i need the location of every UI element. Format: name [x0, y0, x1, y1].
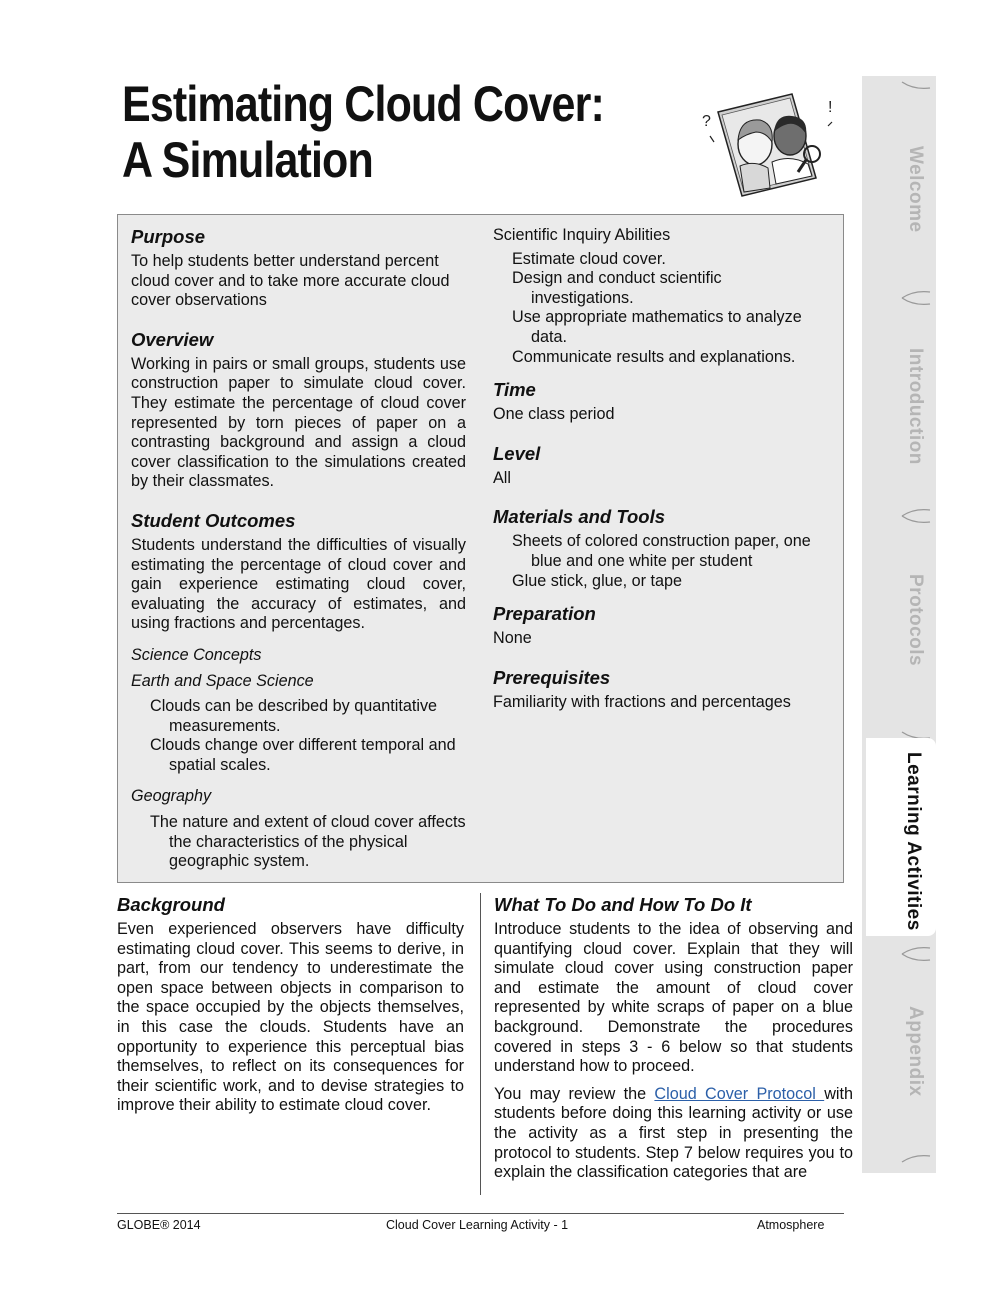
tab-introduction[interactable] [878, 348, 952, 470]
science-concepts-label: Science Concepts [131, 645, 262, 664]
preparation-text: None [493, 629, 532, 648]
what-to-do-paragraph-2 [494, 1085, 853, 1183]
tab-protocols-label: Protocols [905, 574, 926, 667]
summary-left-column [131, 226, 466, 872]
background-section [117, 894, 464, 1116]
what-to-do-paragraph-1: Introduce students to the idea of observing and quantifying cloud cover. Explain that they will simulate cloud cover using construction paper and estimate the amount of cloud cover represented by white scraps of paper on a blue background. Demonstrate the procedures covered in steps 3 - 6 below so that students understand how to proceed. [494, 920, 853, 1076]
inquiry-heading: Scientific Inquiry Abilities [493, 226, 671, 244]
time-text: One class period [493, 405, 615, 424]
purpose-text: To help students better understand percent cloud cover and to take more accurate cloud cover observations [131, 252, 450, 310]
tab-learning-activities-label: Learning Activities [903, 752, 924, 931]
overview-text: Working in pairs or small groups, students use construction paper to simulate cloud cover. They estimate the percentage of cloud cover represented by torn pieces of paper on a contrasting background and assign a cloud cover classification to the simulations created by their classmates. [131, 354, 466, 491]
what-to-do-section [494, 894, 853, 1183]
earth-space-label: Earth and Space Science [131, 671, 314, 690]
title-line-1: Estimating Cloud Cover: [122, 76, 604, 132]
preparation-heading: Preparation [493, 603, 596, 625]
students-illustration [700, 92, 840, 202]
tab-learning-activities[interactable] [876, 752, 950, 936]
geography-item-1: The nature and extent of cloud cover affects the characteristics of the physical geographic system. [150, 813, 466, 871]
level-heading: Level [493, 442, 541, 464]
column-divider [480, 893, 481, 1195]
cloud-cover-protocol-link[interactable]: Cloud Cover Protocol [654, 1084, 825, 1103]
inquiry-item-3: Use appropriate mathematics to analyze data. [512, 308, 802, 346]
svg-text:?: ? [702, 113, 711, 130]
footer-left: GLOBE® 2014 [117, 1218, 201, 1232]
purpose-heading: Purpose [131, 226, 206, 247]
tab-appendix-label: Appendix [905, 1006, 926, 1097]
outcomes-heading: Student Outcomes [131, 509, 296, 531]
svg-text:!: ! [828, 99, 833, 116]
footer-center: Cloud Cover Learning Activity - 1 [386, 1218, 569, 1232]
footer-rule [117, 1213, 844, 1214]
time-heading: Time [493, 379, 536, 401]
prerequisites-heading: Prerequisites [493, 666, 611, 688]
overview-heading: Overview [131, 328, 214, 350]
materials-heading: Materials and Tools [493, 506, 666, 528]
p2-pre: You may review the [494, 1084, 655, 1103]
p2-post: with students before doing this learning activity or use the activity as a first step in presenting the protocol to students. Step 7 below requires you to explain the classification categories that are [494, 1084, 853, 1182]
page-title [122, 76, 604, 188]
title-line-2: A Simulation [122, 132, 373, 188]
earth-item-2: Clouds change over different temporal and spatial scales. [150, 736, 456, 774]
inquiry-item-1: Estimate cloud cover. [512, 249, 666, 268]
summary-right-column [493, 226, 828, 712]
prerequisites-text: Familiarity with fractions and percentages [493, 692, 791, 711]
materials-item-2: Glue stick, glue, or tape [512, 571, 683, 590]
inquiry-item-4: Communicate results and explanations. [512, 347, 796, 366]
tab-welcome-label: Welcome [905, 146, 926, 233]
footer-right: Atmosphere [757, 1218, 825, 1232]
tab-welcome[interactable] [878, 146, 952, 238]
tab-appendix[interactable] [878, 1006, 952, 1102]
outcomes-text: Students understand the difficulties of visually estimating the percentage of cloud cover and gain experience estimating cloud cover, evaluating the accuracy of estimates, and using fractions and percentages. [131, 535, 466, 633]
what-to-do-heading: What To Do and How To Do It [494, 894, 752, 915]
tab-introduction-label: Introduction [905, 348, 926, 465]
geography-label: Geography [131, 787, 212, 806]
inquiry-item-2: Design and conduct scientific investigations. [512, 269, 722, 307]
materials-item-1: Sheets of colored construction paper, one blue and one white per student [512, 532, 811, 570]
background-heading: Background [117, 894, 225, 915]
earth-item-1: Clouds can be described by quantitative measurements. [150, 697, 438, 735]
background-text: Even experienced observers have difficulty estimating cloud cover. This seems to derive, in part, from our tendency to underestimate the open space between objects in comparison to the space occupied by the objects themselves, in this case the clouds. Students have an opportunity to experience this perceptual bias themselves, to reflect on its consequences for their scientific work, and to devise strategies to improve their ability to estimate cloud cover. [117, 920, 464, 1115]
tab-protocols[interactable] [878, 574, 952, 671]
level-text: All [493, 468, 511, 487]
